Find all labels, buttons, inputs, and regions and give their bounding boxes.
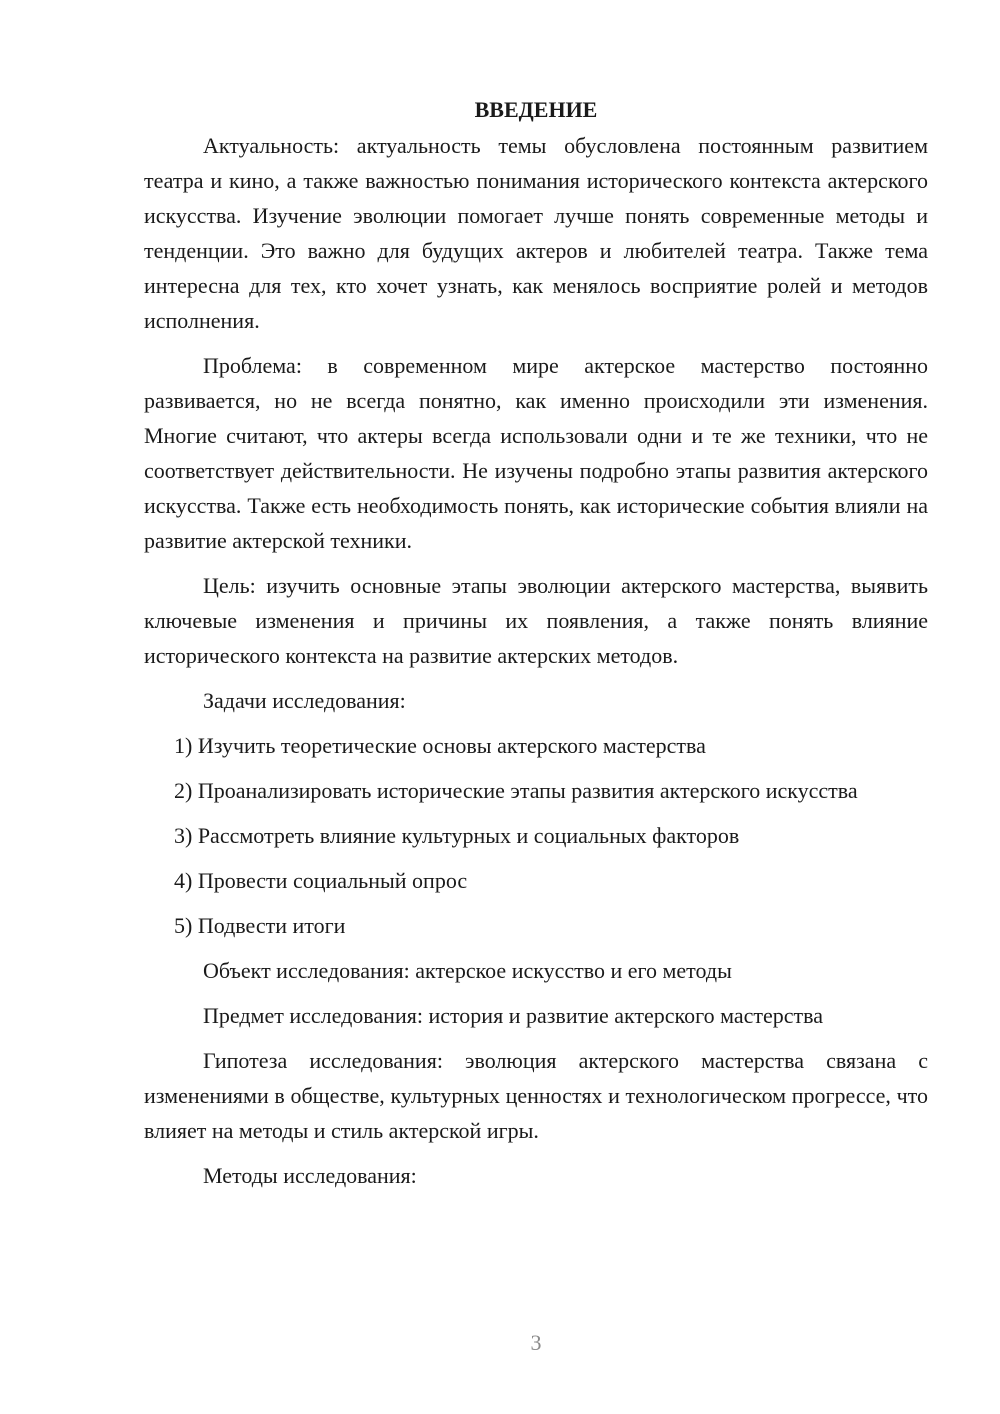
list-item: 5) Подвести итоги bbox=[174, 913, 346, 938]
list-item: 2) Проанализировать исторические этапы развития актерского искусства bbox=[174, 778, 858, 803]
paragraph-hypothesis: Гипотеза исследования: эволюция актерского мастерства связана с изменениями в обществе, культурных ценностях и технологическом прогрессе, что влияет на методы и стиль актерской игры. bbox=[144, 1048, 928, 1143]
paragraph-relevance: Актуальность: актуальность темы обусловлена постоянным развитием театра и кино, а также важностью понимания исторического контекста актерского искусства. Изучение эволюции помогает лучше понять современные методы и тенденции. Это важно для будущих актеров и любителей театра. Также тема интересна для тех, кто хочет узнать, как менялось восприятие ролей и методов исполнения. bbox=[144, 133, 928, 333]
paragraph-methods: Методы исследования: bbox=[203, 1163, 417, 1188]
paragraph-subject: Предмет исследования: история и развитие актерского мастерства bbox=[203, 1003, 824, 1028]
paragraph-problem: Проблема: в современном мире актерское мастерство постоянно развивается, но не всегда понятно, как именно происходили эти изменения. Многие считают, что актеры всегда использовали одни и те же техники, что не соответствует действительности. Не изучены подробно этапы развития актерского искусства. Также есть необходимость понять, как исторические события влияли на развитие актерской техники. bbox=[144, 353, 928, 553]
list-item: 4) Провести социальный опрос bbox=[174, 868, 468, 893]
paragraph-object: Объект исследования: актерское искусство и его методы bbox=[203, 958, 732, 983]
document-page bbox=[144, 92, 928, 1203]
list-item: 3) Рассмотреть влияние культурных и социальных факторов bbox=[174, 823, 740, 848]
section-title: ВВЕДЕНИЕ bbox=[474, 97, 598, 122]
page-number: 3 bbox=[530, 1330, 542, 1355]
tasks-list bbox=[144, 728, 928, 943]
paragraph-goal: Цель: изучить основные этапы эволюции актерского мастерства, выявить ключевые изменения и причины их появления, а также понять влияние исторического контекста на развитие актерских методов. bbox=[144, 573, 928, 668]
tasks-heading: Задачи исследования: bbox=[203, 688, 406, 713]
list-item: 1) Изучить теоретические основы актерского мастерства bbox=[174, 733, 706, 758]
